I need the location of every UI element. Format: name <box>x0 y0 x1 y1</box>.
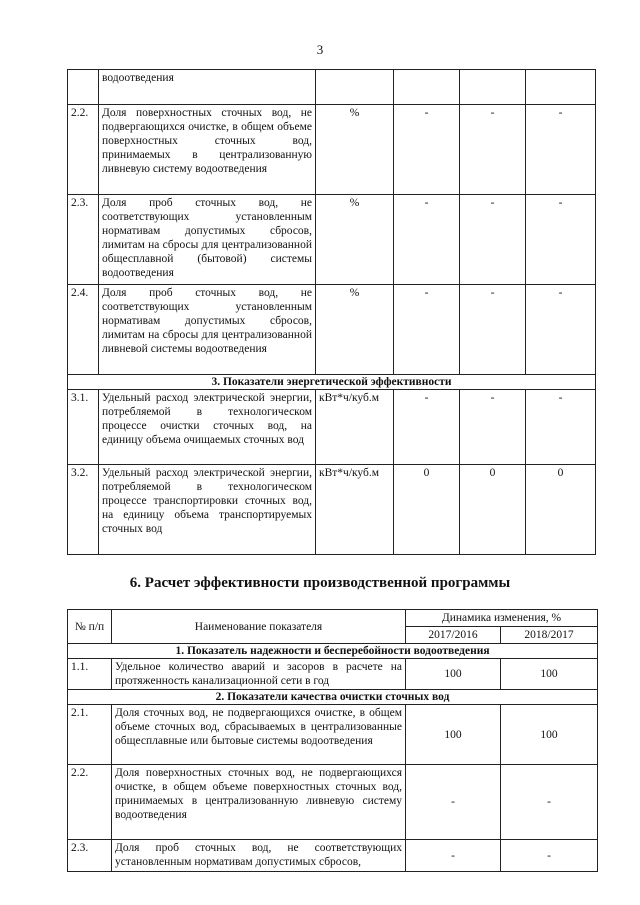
row-number: 2.3. <box>68 840 112 872</box>
unit-cell: кВт*ч/куб.м <box>316 465 394 555</box>
table-row <box>68 105 596 195</box>
indicator-name: Доля поверхностных сточных вод, не подвергающихся очистке, в общем объеме поверхностных сточных вод, принимаемых в централизованную ливневую систему водоотведения <box>112 765 406 840</box>
value-cell: 100 <box>406 705 501 765</box>
value-cell: - <box>460 105 526 195</box>
value-cell: - <box>394 390 460 465</box>
row-number: 2.2. <box>68 105 99 195</box>
header-name: Наименование показателя <box>112 610 406 644</box>
value-cell: - <box>394 105 460 195</box>
unit-cell: % <box>316 285 394 375</box>
value-cell: - <box>460 285 526 375</box>
indicator-name: Доля проб сточных вод, не соответствующих установленным нормативам допустимых сбросов, <box>112 840 406 872</box>
value-cell: - <box>406 765 501 840</box>
header-row <box>68 610 598 627</box>
table-row <box>68 765 598 840</box>
value-cell: 0 <box>394 465 460 555</box>
section-row <box>68 375 596 390</box>
table-row <box>68 465 596 555</box>
value-cell: - <box>394 195 460 285</box>
section-row <box>68 644 598 659</box>
row-number: 2.3. <box>68 195 99 285</box>
indicator-name: Доля сточных вод, не подвергающихся очистке, в общем объеме сточных вод, сбрасываемых в централизованные общесплавные или бытовые системы водоотведения <box>112 705 406 765</box>
value-cell: 0 <box>460 465 526 555</box>
value-cell: - <box>406 840 501 872</box>
section-title: 3. Показатели энергетической эффективности <box>68 375 596 390</box>
table-row <box>68 705 598 765</box>
row-number: 1.1. <box>68 659 112 690</box>
indicator-name: Доля проб сточных вод, не соответствующих установленным нормативам допустимых сбросов, лимитам на сбросы для централизованной ливневой системы водоотведения <box>99 285 316 375</box>
table-row <box>68 840 598 872</box>
row-number: 3.1. <box>68 390 99 465</box>
unit-cell: % <box>316 105 394 195</box>
indicator-name: Удельное количество аварий и засоров в расчете на протяженность канализационной сети в год <box>112 659 406 690</box>
value-cell: - <box>501 765 598 840</box>
indicator-name: Доля поверхностных сточных вод, не подвергающихся очистке, в общем объеме поверхностных сточных вод, принимаемых в централизованную ливневую систему водоотведения <box>99 105 316 195</box>
table-row <box>68 390 596 465</box>
header-dynamics: Динамика изменения, % <box>406 610 598 627</box>
section-title: 2. Показатели качества очистки сточных вод <box>68 690 598 705</box>
indicator-name: Удельный расход электрической энергии, потребляемой в технологическом процессе очистки сточных вод, на единицу объема очищаемых сточных вод <box>99 390 316 465</box>
indicators-table <box>67 69 596 555</box>
row-number <box>68 70 99 105</box>
unit-cell: % <box>316 195 394 285</box>
header-year: 2018/2017 <box>501 627 598 644</box>
section-row <box>68 690 598 705</box>
section-title: 1. Показатель надежности и бесперебойности водоотведения <box>68 644 598 659</box>
value-cell: - <box>460 390 526 465</box>
value-cell: - <box>526 285 596 375</box>
section-heading: 6. Расчет эффективности производственной программы <box>129 575 511 591</box>
value-cell <box>394 70 460 105</box>
table-row <box>68 285 596 375</box>
table-row <box>68 659 598 690</box>
value-cell: - <box>526 390 596 465</box>
value-cell: 100 <box>501 659 598 690</box>
unit-cell <box>316 70 394 105</box>
value-cell: - <box>526 195 596 285</box>
value-cell: - <box>501 840 598 872</box>
value-cell: - <box>394 285 460 375</box>
value-cell <box>460 70 526 105</box>
value-cell: 100 <box>406 659 501 690</box>
row-number: 2.1. <box>68 705 112 765</box>
table-row <box>68 195 596 285</box>
page-number: 3 <box>316 42 324 57</box>
indicator-name: Доля проб сточных вод, не соответствующих установленным нормативам допустимых сбросов, лимитам на сбросы для централизованной общесплавной (бытовой) системы водоотведения <box>99 195 316 285</box>
value-cell: 0 <box>526 465 596 555</box>
value-cell: 100 <box>501 705 598 765</box>
row-number: 2.4. <box>68 285 99 375</box>
table-row <box>68 70 596 105</box>
row-number: 2.2. <box>68 765 112 840</box>
unit-cell: кВт*ч/куб.м <box>316 390 394 465</box>
value-cell <box>526 70 596 105</box>
efficiency-table <box>67 609 598 872</box>
indicator-name: водоотведения <box>99 70 316 105</box>
value-cell: - <box>526 105 596 195</box>
indicator-name: Удельный расход электрической энергии, потребляемой в технологическом процессе транспортировки сточных вод, на единицу объема транспортируемых сточных вод <box>99 465 316 555</box>
value-cell: - <box>460 195 526 285</box>
header-number: № п/п <box>68 610 112 644</box>
header-year: 2017/2016 <box>406 627 501 644</box>
row-number: 3.2. <box>68 465 99 555</box>
